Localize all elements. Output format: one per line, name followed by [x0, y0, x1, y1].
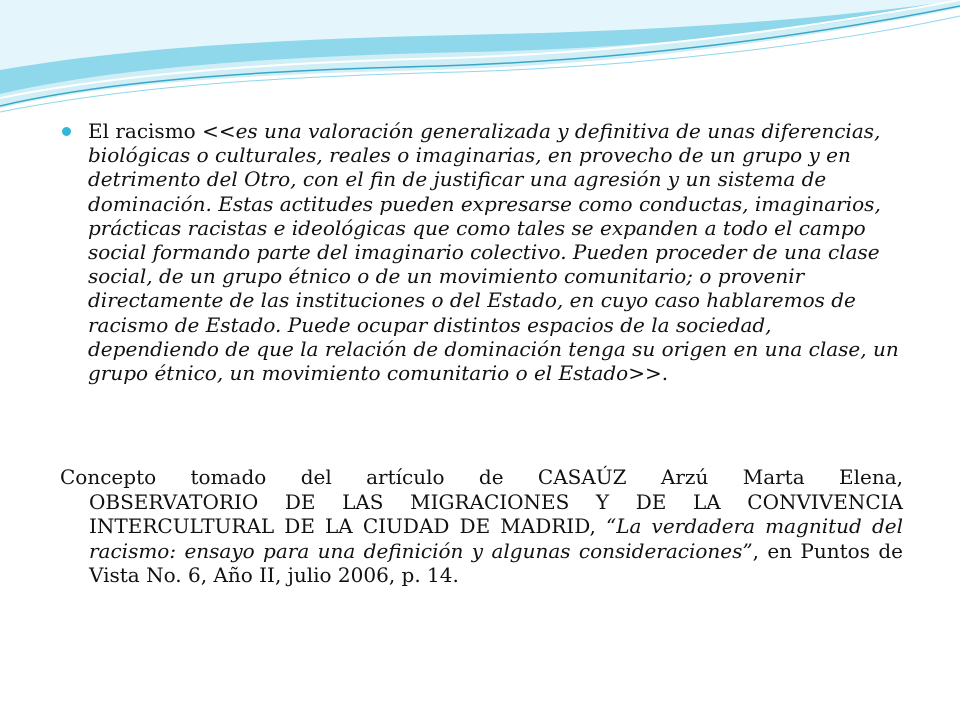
- bullet-text: [88, 119, 902, 385]
- definition-quote: es una valoración generalizada y definitiva de unas diferencias, biológicas o culturales, reales o imaginarias, en provecho de un grupo y en detrimento del Otro, con el fin de justificar una agresión y un sistema de dominación. Estas actitudes pueden expresarse como conductas, imaginarios, prácticas racistas e ideológicas que como tales se expanden a todo el campo social formando parte del imaginario colectivo. Pueden proceder de una clase social, de un grupo étnico o de un movimiento comunitario; o provenir directamente de las instituciones o del Estado, en cuyo caso hablaremos de racismo de Estado. Puede ocupar distintos espacios de la sociedad, dependiendo de que la relación de dominación tenga su origen en una clase, un grupo étnico, un movimiento comunitario o el Estado: [88, 119, 899, 386]
- bullet-lead: El racismo <<: [88, 119, 236, 143]
- citation-article-title: “La verdadera magnitud del racismo: ensayo para una definición y algunas consideraciones”: [89, 514, 903, 563]
- citation-paragraph: [60, 465, 903, 588]
- citation-body: [60, 490, 903, 588]
- citation-first-line: Concepto tomado del artículo de CASAÚZ Arzú Marta Elena,: [60, 465, 903, 489]
- bullet-tail: >>.: [628, 361, 669, 386]
- citation-organization: OBSERVATORIO DE LAS MIGRACIONES Y DE LA CONVIVENCIA INTERCULTURAL DE LA CIUDAD DE MADRID,: [89, 489, 903, 538]
- bullet-paragraph: [62, 119, 902, 385]
- bullet-dot-icon: [62, 127, 71, 136]
- citation-source: , en Puntos de Vista No. 6, Año II, julio 2006, p. 14.: [89, 538, 903, 587]
